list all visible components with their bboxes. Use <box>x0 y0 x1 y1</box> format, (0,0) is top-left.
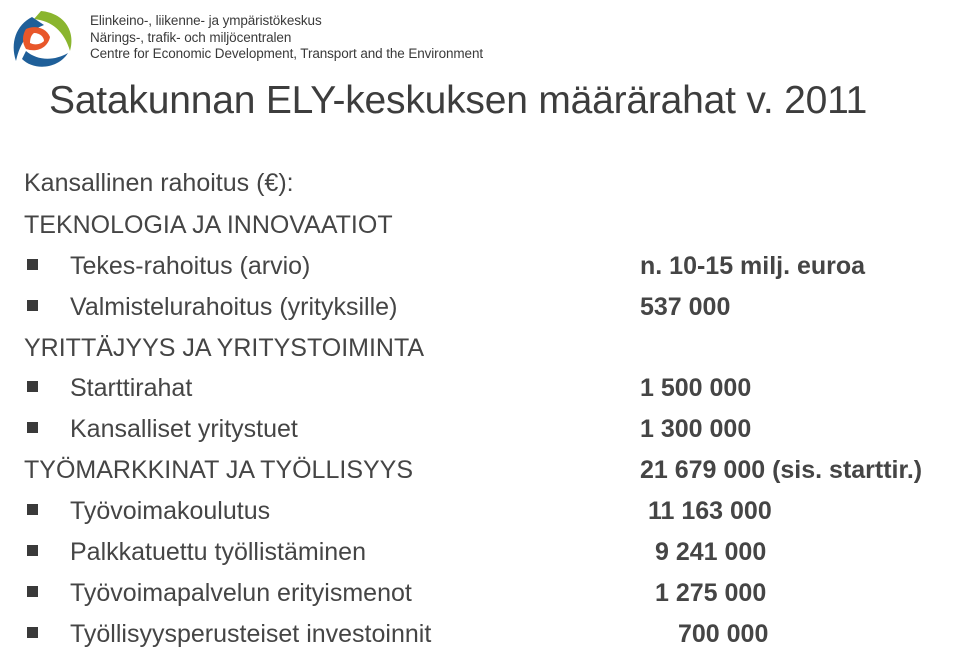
square-bullet-icon <box>27 259 38 270</box>
square-bullet-icon <box>27 545 38 556</box>
row-value: 1 275 000 <box>655 579 767 607</box>
row-value: 1 300 000 <box>640 415 752 443</box>
row-erityismenot <box>0 576 960 610</box>
row-value: 11 163 000 <box>648 497 772 525</box>
slide-title: Satakunnan ELY-keskuksen määrärahat v. 2011 <box>49 79 868 122</box>
row-palkkatuki <box>0 535 960 569</box>
row-value: 700 000 <box>678 620 769 648</box>
row-label: Kansalliset yritystuet <box>70 415 298 443</box>
row-value: 1 500 000 <box>640 374 752 402</box>
row-label: Työvoimakoulutus <box>70 497 271 525</box>
row-label: TYÖMARKKINAT JA TYÖLLISYYS <box>24 456 414 484</box>
row-label: Starttirahat <box>70 374 193 402</box>
row-technology-innovation <box>0 208 960 242</box>
row-national-funding <box>0 166 960 200</box>
row-tyovoimakoulutus <box>0 494 960 528</box>
square-bullet-icon <box>27 422 38 433</box>
row-labour-market <box>0 453 960 487</box>
row-label: TEKNOLOGIA JA INNOVAATIOT <box>24 211 393 239</box>
row-yritystuet <box>0 412 960 446</box>
row-label: Työllisyysperusteiset investoinnit <box>70 620 432 648</box>
row-valmistelurahoitus <box>0 290 960 324</box>
square-bullet-icon <box>27 627 38 638</box>
row-value: 21 679 000 (sis. starttir.) <box>640 456 923 484</box>
row-label: Kansallinen rahoitus (€): <box>24 169 294 197</box>
row-label: Valmistelurahoitus (yrityksille) <box>70 293 398 321</box>
row-value: 537 000 <box>640 293 731 321</box>
row-label: Työvoimapalvelun erityismenot <box>70 579 412 607</box>
square-bullet-icon <box>27 300 38 311</box>
square-bullet-icon <box>27 504 38 515</box>
row-tekes <box>0 249 960 283</box>
logo-line-sv: Närings-, trafik- och miljöcentralen <box>90 29 292 45</box>
square-bullet-icon <box>27 586 38 597</box>
row-value: 9 241 000 <box>655 538 767 566</box>
row-label: YRITTÄJYYS JA YRITYSTOIMINTA <box>24 334 425 362</box>
row-entrepreneurship <box>0 331 960 365</box>
square-bullet-icon <box>27 381 38 392</box>
row-value: n. 10-15 milj. euroa <box>640 252 866 280</box>
row-investoinnit <box>0 617 960 651</box>
row-label: Tekes-rahoitus (arvio) <box>70 252 311 280</box>
row-label: Palkkatuettu työllistäminen <box>70 538 366 566</box>
row-starttirahat <box>0 371 960 405</box>
logo-line-fi: Elinkeino-, liikenne- ja ympäristökeskus <box>90 13 322 28</box>
logo-line-en: Centre for Economic Development, Transport and the Environment <box>90 46 483 61</box>
